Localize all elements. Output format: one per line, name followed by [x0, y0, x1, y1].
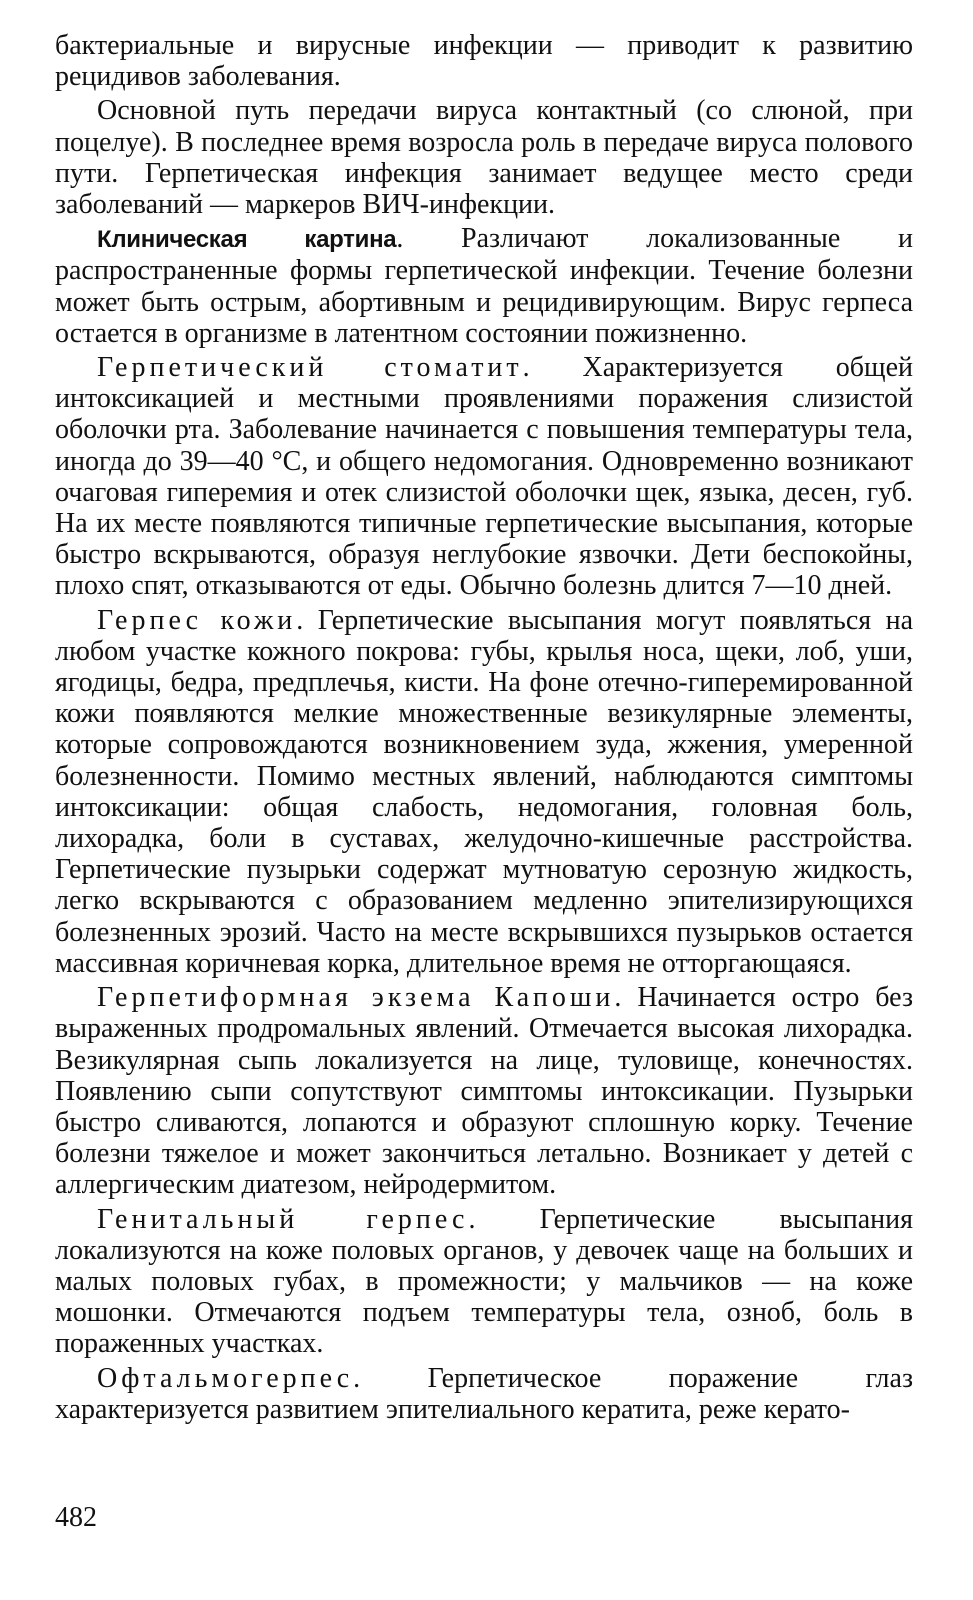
paragraph-text: . Герпетическое поражение глаз характеризуется развитием эпителиального кератита, реже керато-	[55, 1362, 913, 1425]
page-body	[55, 30, 913, 1425]
subsection-heading: Офтальмогерпес	[97, 1362, 354, 1394]
paragraph-transmission	[55, 95, 913, 220]
section-heading: Клиническая картина	[97, 226, 397, 254]
subsection-heading: Герпетиформная экзема Капоши	[97, 982, 615, 1014]
page-number: 482	[55, 1502, 97, 1533]
paragraph-ophthalmoherpes	[55, 1363, 913, 1425]
paragraph-skin-herpes	[55, 605, 913, 979]
paragraph-text: . Герпетические высыпания могут появляться на любом участке кожного покрова: губы, крылья носа, щеки, лоб, уши, ягодицы, бедра, предплечья, кисти. На фоне отечно-гиперемированной кожи появляются мелкие множественные везикулярные элементы, которые сопровождаются возникновением зуда, жжения, умеренной болезненности. Помимо местных явлений, наблюдаются симптомы интоксикации: общая слабость, недомогания, головная боль, лихорадка, боли в суставах, желудочно-кишечные расстройства. Герпетические пузырьки содержат мутноватую серозную жидкость, легко вскрываются с образованием медленно эпителизирующихся болезненных эрозий. Часто на месте вскрывшихся пузырьков остается массивная коричневая корка, длительное время не отторгающаяся.	[55, 604, 913, 979]
paragraph-continuation	[55, 30, 913, 92]
paragraph-text: . Герпетические высыпания локализуются на коже половых органов, у девочек чаще на больших и малых половых губах, в промежности; у мальчиков — на коже мошонки. Отмечаются подъем температуры тела, озноб, боль в пораженных участках.	[55, 1203, 913, 1360]
paragraph-kaposi-eczema	[55, 982, 913, 1200]
paragraph-text: . Начинается остро без выраженных продромальных явлений. Отмечается высокая лихорадка. Везикулярная сыпь локализуется на лице, туловище, конечностях. Появлению сыпи сопутствуют симптомы интоксикации. Пузырьки быстро сливаются, лопаются и образуют сплошную корку. Течение болезни тяжелое и может закончиться летально. Возникает у детей с аллергическим диатезом, нейродермитом.	[55, 982, 914, 1201]
paragraph-text: Основной путь передачи вируса контактный (со слюной, при поцелуе). В последнее время возросла роль в передаче вируса полового пути. Герпетическая инфекция занимает ведущее место среди заболеваний — маркеров ВИЧ-инфекции.	[55, 95, 913, 221]
subsection-heading: Герпес кожи	[97, 604, 297, 636]
paragraph-clinical-picture	[55, 223, 913, 349]
paragraph-stomatitis	[55, 352, 913, 602]
paragraph-text: бактериальные и вирусные инфекции — приводит к развитию рецидивов заболевания.	[55, 30, 913, 93]
paragraph-text: . Характеризуется общей интоксикацией и местными проявлениями поражения слизистой оболочки рта. Заболевание начинается с повышения температуры тела, иногда до 39—40 °С, и общего недомогания. Одновременно возникают очаговая гиперемия и отек слизистой оболочки щек, языка, десен, губ. На их месте появляются типичные герпетические высыпания, которые быстро вскрываются, образуя неглубокие язвочки. Дети беспокойны, плохо спят, отказываются от еды. Обычно болезнь длится 7—10 дней.	[55, 352, 913, 602]
paragraph-text: . Различают локализованные и распространенные формы герпетической инфекции. Течение болезни может быть острым, абортивным и рецидивирующим. Вирус герпеса остается в организме в латентном состоянии пожизненно.	[55, 223, 913, 349]
subsection-heading: Герпетический стоматит	[97, 352, 523, 384]
subsection-heading: Генитальный герпес	[97, 1203, 469, 1235]
paragraph-genital-herpes	[55, 1204, 913, 1360]
